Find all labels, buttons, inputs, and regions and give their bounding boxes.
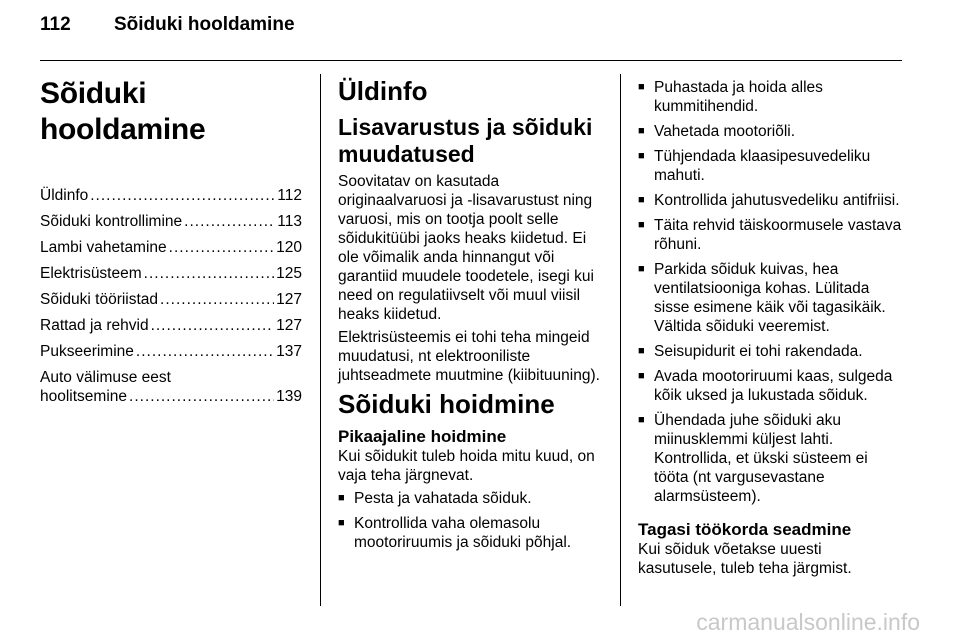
watermark: carmanualsonline.info xyxy=(696,609,920,635)
toc-page: 112 xyxy=(277,187,302,204)
toc-item[interactable] xyxy=(40,290,302,309)
column-divider-2 xyxy=(620,74,621,606)
toc-page: 120 xyxy=(276,239,302,256)
paragraph: Soovitatav on kasutada originaalvaruosi ja -lisavarustust ning varuosi, mis on tootja poolt selle sõidukitüübi jaoks heaks kiidetud. Ei ole võimalik anda hinnangut või garantiid muudele toodetele, isegi kui need on regulatiivselt või muul viisil heaks kiidetud. xyxy=(338,173,594,323)
toc-label: hoolitsemine xyxy=(40,388,128,405)
section-title-general: Üldinfo xyxy=(338,76,428,106)
toc-page: 113 xyxy=(277,213,302,230)
table-of-contents xyxy=(40,186,302,406)
header-title: Sõiduki hooldamine xyxy=(114,14,295,35)
toc-column xyxy=(40,74,302,413)
list-item: ■ Vahetada mootoriõli. xyxy=(638,122,904,141)
column-divider-1 xyxy=(320,74,321,606)
toc-page: 127 xyxy=(276,317,302,334)
list-item: ■ Puhastada ja hoida alles kummitihendid. xyxy=(638,78,904,116)
page-header xyxy=(40,14,295,36)
header-rule xyxy=(40,60,902,61)
bullet-list xyxy=(638,78,904,506)
toc-label: Pukseerimine xyxy=(40,343,134,360)
toc-label: Rattad ja rehvid xyxy=(40,317,149,334)
paragraph: Kui sõiduk võetakse uuesti kasutusele, tuleb teha järgmist. xyxy=(638,541,852,577)
toc-item[interactable] xyxy=(40,264,302,283)
paragraph: Elektrisüsteemis ei tohi teha mingeid muudatusi, nt elektrooniliste juhtseadmete muutmine (kiibituuning). xyxy=(338,329,600,384)
toc-label: Lambi vahetamine xyxy=(40,239,167,256)
toc-label: Sõiduki kontrollimine xyxy=(40,213,183,230)
chapter-title: Sõiduki hooldamine xyxy=(40,77,206,146)
toc-page: 127 xyxy=(276,291,302,308)
content-column-1 xyxy=(338,74,604,558)
toc-label: Sõiduki tööriistad xyxy=(40,291,159,308)
toc-item[interactable] xyxy=(40,342,302,361)
content-column-2 xyxy=(638,74,904,582)
subheading-accessories: Lisavarustus ja sõiduki muudatused xyxy=(338,114,593,167)
toc-page: 137 xyxy=(276,343,302,360)
paragraph: Kui sõidukit tuleb hoida mitu kuud, on vaja teha järgnevat. xyxy=(338,448,595,484)
list-item: ■ Pesta ja vahatada sõiduk. xyxy=(338,489,604,508)
toc-item[interactable] xyxy=(40,212,302,231)
list-item: ■ Kontrollida jahutusvedeliku antifriisi. xyxy=(638,191,904,210)
list-item: ■ Ühendada juhe sõiduki aku miinusklemmi küljest lahti. Kontrollida, et ükski süsteem ei tööta (nt vargusevastane alarmsüsteem). xyxy=(638,411,904,506)
toc-page: 125 xyxy=(276,265,302,282)
subheading-long-term-storage: Pikaajaline hoidmine xyxy=(338,427,507,446)
subheading-recommissioning: Tagasi töökorda seadmine xyxy=(638,520,852,539)
page-number: 112 xyxy=(40,14,71,35)
section-title-storage: Sõiduki hoidmine xyxy=(338,389,555,419)
list-item: ■ Parkida sõiduk kuivas, hea ventilatsiooniga kohas. Lülitada sisse esimene käik või tagasikäik. Vältida sõiduki veeremist. xyxy=(638,260,904,336)
bullet-list xyxy=(338,489,604,552)
list-item: ■ Kontrollida vaha olemasolu mootoriruumis ja sõiduki põhjal. xyxy=(338,514,604,552)
toc-item[interactable] xyxy=(40,316,302,335)
toc-label: Elektrisüsteem xyxy=(40,265,142,282)
toc-page: 139 xyxy=(276,388,302,405)
list-item: ■ Avada mootoriruumi kaas, sulgeda kõik uksed ja lukustada sõiduk. xyxy=(638,367,904,405)
toc-item[interactable] xyxy=(40,186,302,205)
list-item: ■ Tühjendada klaasipesuvedeliku mahuti. xyxy=(638,147,904,185)
toc-label: Üldinfo xyxy=(40,187,89,204)
toc-item[interactable] xyxy=(40,238,302,257)
list-item: ■ Seisupidurit ei tohi rakendada. xyxy=(638,342,904,361)
toc-label-line1: Auto välimuse eest xyxy=(40,369,171,386)
list-item: ■ Täita rehvid täiskoormusele vastava rõhuni. xyxy=(638,216,904,254)
toc-item[interactable] xyxy=(40,368,302,406)
